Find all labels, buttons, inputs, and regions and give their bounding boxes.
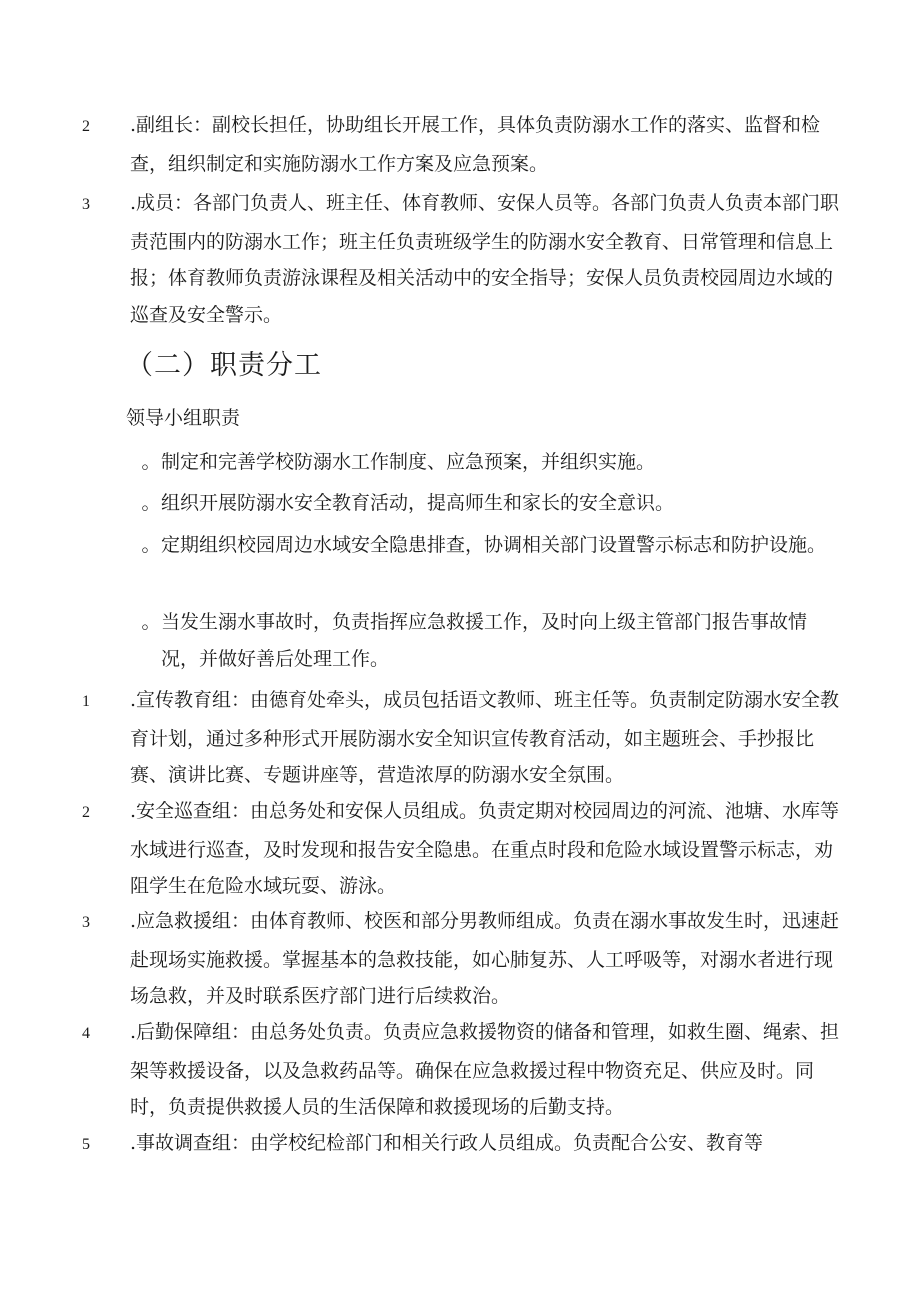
list-item-text: .宣传教育组：由德育处牵头，成员包括语文教师、班主任等。负责制定防溺水安全教育计划，通过多种形式开展防溺水安全知识宣传教育活动，如主题班会、手抄报比赛、演讲比赛、专题讲座等，营造浓厚的防溺水安全氛围。 (130, 689, 840, 786)
bullet-item (141, 444, 841, 481)
bullet-text: 组织开展防溺水安全教育活动，提高师生和家长的安全意识。 (161, 492, 675, 514)
bullet-item (141, 604, 841, 677)
bullet-mark: 。 (141, 492, 161, 514)
bullet-mark: 。 (141, 451, 161, 473)
bullet-item (141, 485, 841, 522)
list-item-text: .事故调查组：由学校纪检部门和相关行政人员组成。负责配合公安、教育等 (130, 1132, 764, 1154)
group-item-patrol (82, 793, 850, 905)
bullet-text: 制定和完善学校防溺水工作制度、应急预案，并组织实施。 (161, 451, 656, 473)
list-item-text: .后勤保障组：由总务处负责。负责应急救援物资的储备和管理，如救生圈、绳索、担架等救援设备，以及急救药品等。确保在应急救援过程中物资充足、供应及时。同时，负责提供救援人员的生活保障和救援现场的后勤支持。 (130, 1021, 840, 1118)
bullet-mark: 。 (141, 534, 161, 556)
group-item-investigation (82, 1125, 850, 1164)
subheading: 领导小组职责 (126, 407, 241, 429)
group-item-publicity (82, 682, 850, 794)
list-item-text: .应急救援组：由体育教师、校医和部分男教师组成。负责在溺水事故发生时，迅速赶赴现场实施救援。掌握基本的急救技能，如心肺复苏、人工呼吸等，对溺水者进行现场急救，并及时联系医疗部门进行后续救治。 (130, 910, 840, 1007)
list-number: 2 (82, 804, 90, 821)
list-number: 2 (82, 118, 90, 135)
list-number: 3 (82, 196, 90, 213)
list-number: 3 (82, 914, 90, 931)
bullet-text: 定期组织校园周边水域安全隐患排查，协调相关部门设置警示标志和防护设施。 (161, 534, 827, 556)
list-item-text: .安全巡查组：由总务处和安保人员组成。负责定期对校园周边的河流、池塘、水库等水域进行巡查，及时发现和报告安全隐患。在重点时段和危险水域设置警示标志，劝阻学生在危险水域玩耍、游泳。 (130, 800, 840, 897)
section-heading: （二）职责分工 (126, 350, 322, 381)
bullet-text: 当发生溺水事故时，负责指挥应急救援工作，及时向上级主管部门报告事故情况，并做好善后处理工作。 (161, 611, 808, 670)
list-number: 5 (82, 1136, 90, 1153)
list-number: 1 (82, 693, 90, 710)
list-item-members (82, 185, 850, 333)
group-item-rescue (82, 903, 850, 1015)
bullet-item (141, 527, 841, 564)
list-number: 4 (82, 1025, 90, 1042)
list-item-vice-leader (82, 107, 850, 182)
list-item-text: .成员：各部门负责人、班主任、体育教师、安保人员等。各部门负责人负责本部门职责范围内的防溺水工作；班主任负责班级学生的防溺水安全教育、日常管理和信息上报；体育教师负责游泳课程及相关活动中的安全指导；安保人员负责校园周边水域的巡查及安全警示。 (130, 192, 840, 326)
bullet-mark: 。 (141, 611, 161, 633)
group-item-logistics (82, 1014, 850, 1126)
list-item-text: .副组长：副校长担任，协助组长开展工作，具体负责防溺水工作的落实、监督和检查，组织制定和实施防溺水工作方案及应急预案。 (130, 114, 821, 175)
